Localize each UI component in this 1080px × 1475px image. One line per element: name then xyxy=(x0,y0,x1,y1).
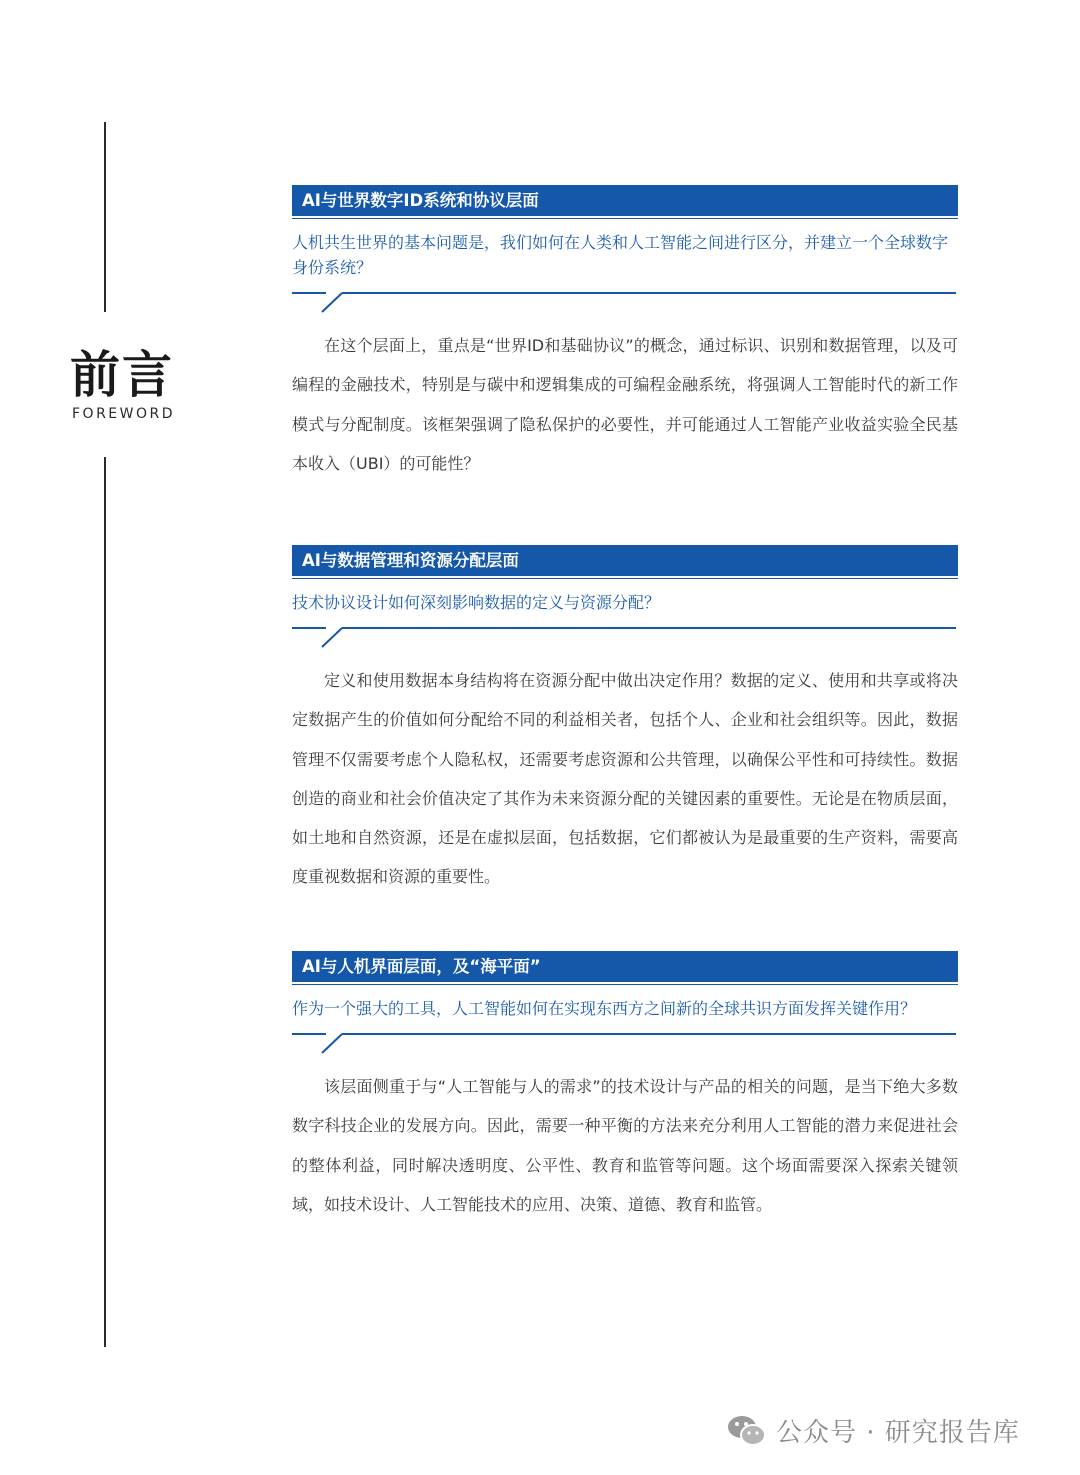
section-data-resources xyxy=(292,545,958,897)
divider-slash-line xyxy=(292,292,958,314)
section-heading: AI与数据管理和资源分配层面 xyxy=(292,545,958,576)
vertical-rule-bottom xyxy=(104,457,106,1347)
page-subtitle: FOREWORD xyxy=(72,406,176,422)
divider-slash-line xyxy=(292,1033,958,1055)
section-heading: AI与世界数字ID系统和协议层面 xyxy=(292,185,958,216)
section-body: 该层面侧重于与“人工智能与人的需求”的技术设计与产品的相关的问题，是当下绝大多数数字科技企业的发展方向。因此，需要一种平衡的方法来充分利用人工智能的潜力来促进社会的整体利益，同时解决透明度、公平性、教育和监管等问题。这个场面需要深入探索关键领域，如技术设计、人工智能技术的应用、决策、道德、教育和监管。 xyxy=(292,1077,958,1214)
watermark xyxy=(726,1412,1020,1449)
section-body: 定义和使用数据本身结构将在资源分配中做出决定作用？数据的定义、使用和共享或将决定数据产生的价值如何分配给不同的利益相关者，包括个人、企业和社会组织等。因此，数据管理不仅需要考虑个人隐私权，还需要考虑资源和公共管理，以确保公平性和可持续性。数据创造的商业和社会价值决定了其作为未来资源分配的关键因素的重要性。无论是在物质层面，如土地和自然资源，还是在虚拟层面，包括数据，它们都被认为是最重要的生产资料，需要高度重视数据和资源的重要性。 xyxy=(292,671,958,887)
vertical-rule-top xyxy=(104,122,106,312)
section-human-machine xyxy=(292,951,958,1224)
section-heading: AI与人机界面层面，及“海平面” xyxy=(292,951,958,982)
watermark-text: 公众号 · 研究报告库 xyxy=(776,1418,1020,1448)
section-question: 技术协议设计如何深刻影响数据的定义与资源分配？ xyxy=(292,593,661,612)
page-title: 前言 xyxy=(70,346,174,404)
section-world-id xyxy=(292,185,958,483)
divider-slash-line xyxy=(292,627,958,649)
section-body: 在这个层面上，重点是“世界ID和基础协议”的概念，通过标识、识别和数据管理，以及可编程的金融技术，特别是与碳中和逻辑集成的可编程金融系统，将强调人工智能时代的新工作模式与分配制度。该框架强调了隐私保护的必要性，并可能通过人工智能产业收益实验全民基本收入（UBI）的可能性？ xyxy=(292,336,958,473)
wechat-icon xyxy=(726,1413,768,1449)
section-question: 作为一个强大的工具，人工智能如何在实现东西方之间新的全球共识方面发挥关键作用？ xyxy=(292,999,917,1018)
section-question: 人机共生世界的基本问题是，我们如何在人类和人工智能之间进行区分，并建立一个全球数字身份系统？ xyxy=(292,233,949,277)
